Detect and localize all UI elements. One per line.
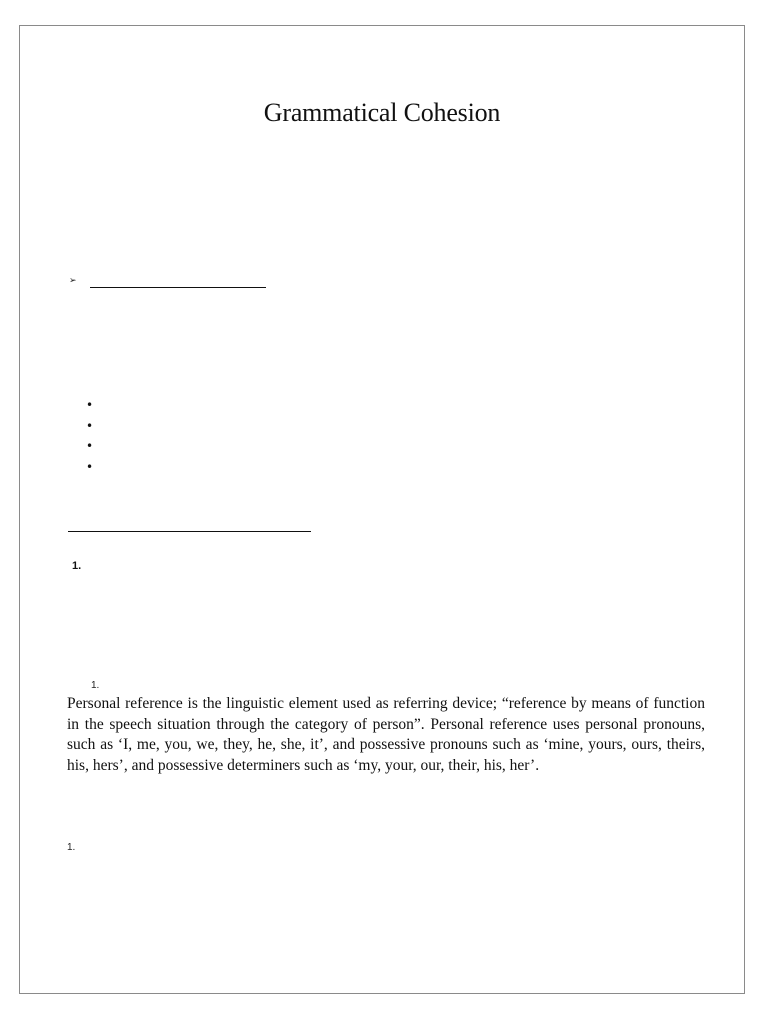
numbered-marker: 1.	[91, 680, 100, 691]
numbered-marker: 1.	[67, 842, 76, 853]
document-page	[19, 25, 745, 994]
underlined-blank-heading	[90, 287, 266, 288]
section-divider	[68, 531, 311, 532]
numbered-heading-marker: 1.	[72, 560, 82, 572]
bullet-list-item	[86, 416, 93, 437]
bullet-icon: •	[86, 418, 94, 433]
bullet-icon: •	[86, 439, 94, 453]
document-title: Grammatical Cohesion	[263, 98, 501, 127]
body-paragraph: Personal reference is the linguistic element used as referring device; “reference by means of function in the speech situation through the category of person”. Personal reference uses personal pronouns, such as ‘I, me, you, we, they, he, she, it’, and possessive pronouns such as ‘mine, yours, ours, theirs, his, hers’, and possessive determiners such as ‘my, your, our, their, his, her’.	[67, 695, 705, 774]
bullet-icon: •	[86, 459, 94, 474]
bullet-icon: •	[86, 398, 94, 412]
arrow-bullet-icon: ➢	[69, 276, 77, 286]
bullet-list-item	[86, 457, 93, 478]
bullet-list-item	[86, 395, 93, 416]
bullet-list	[86, 395, 93, 477]
bullet-list-item	[86, 436, 93, 457]
